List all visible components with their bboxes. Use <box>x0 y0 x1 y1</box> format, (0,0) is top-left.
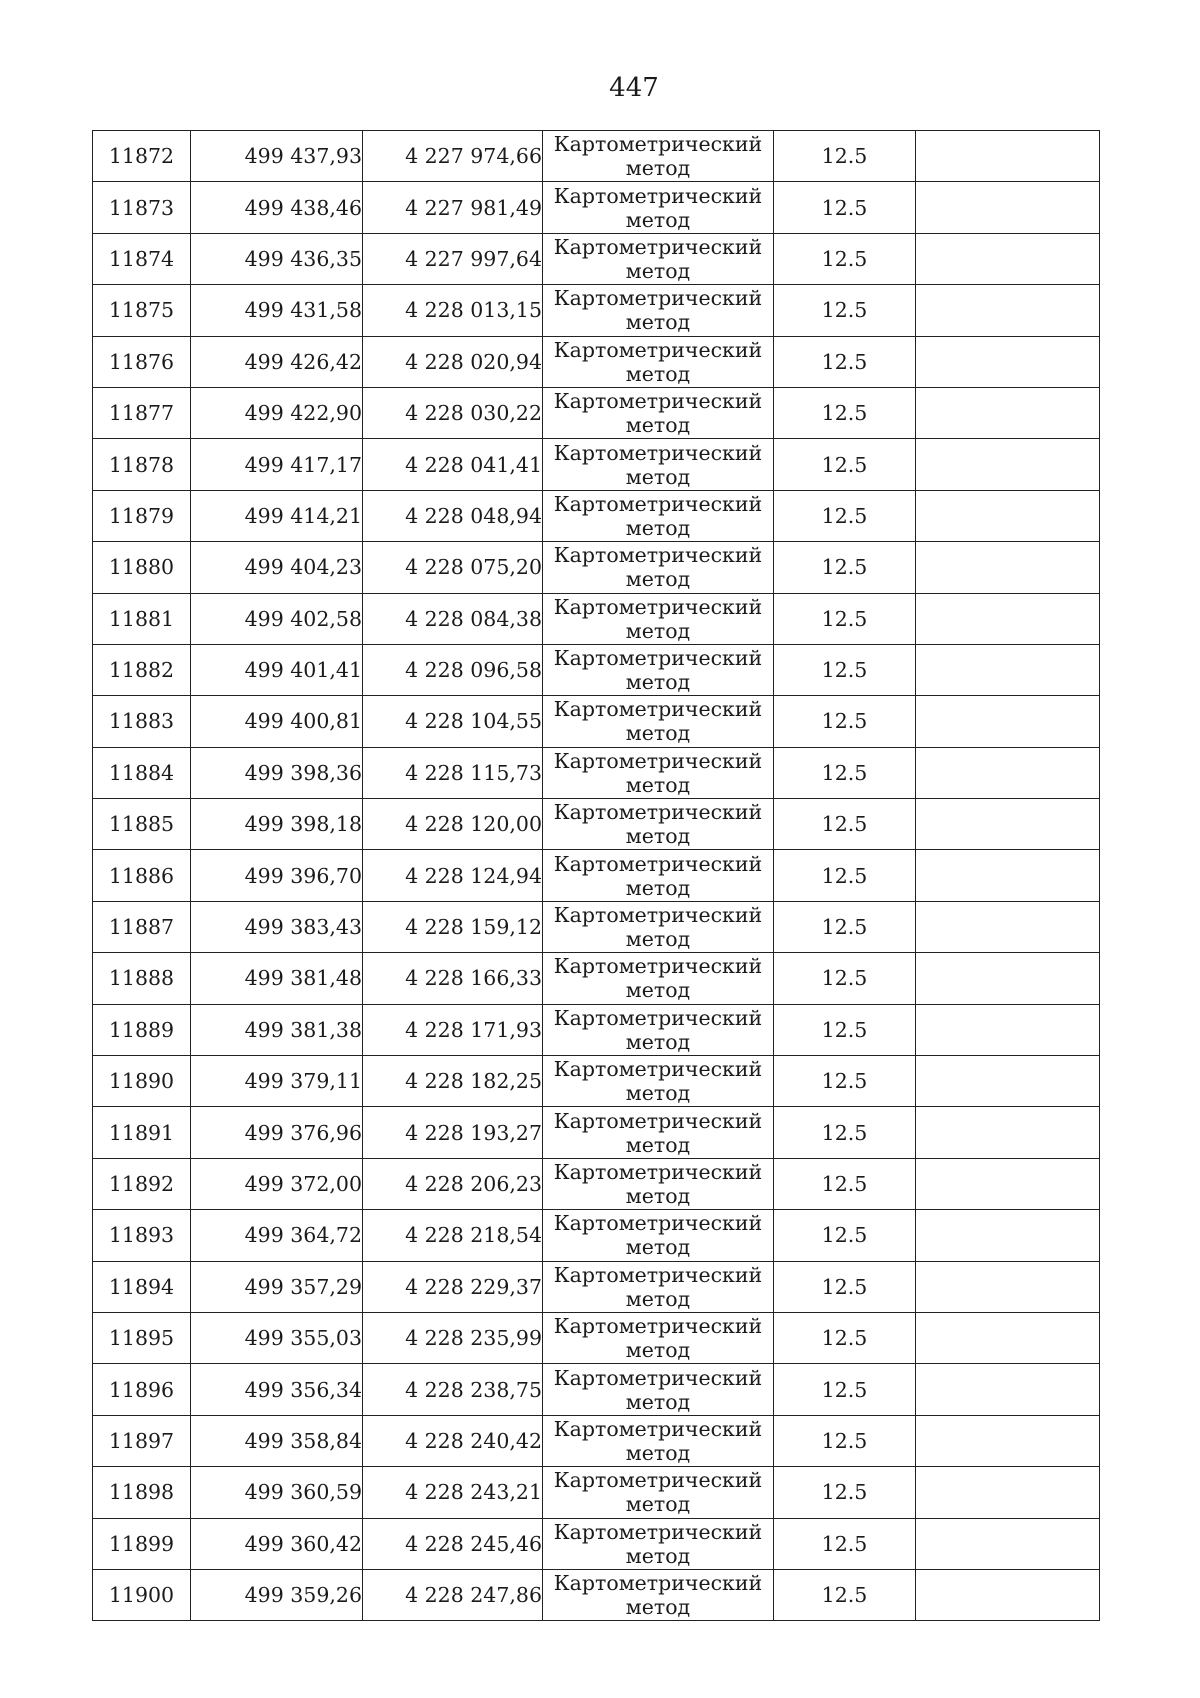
accuracy-cell: 12.5 <box>774 542 916 593</box>
empty-cell <box>916 1364 1100 1415</box>
method-line-1: Картометрический <box>553 1468 763 1493</box>
x-coordinate-cell: 499 381,48 <box>191 953 363 1004</box>
point-number-cell: 11883 <box>93 696 191 747</box>
x-coordinate-cell: 499 414,21 <box>191 490 363 541</box>
method-line-2: метод <box>625 515 691 540</box>
x-coordinate-cell: 499 364,72 <box>191 1210 363 1261</box>
point-number-cell: 11877 <box>93 387 191 438</box>
method-line-2: метод <box>625 618 691 643</box>
accuracy-cell: 12.5 <box>774 901 916 952</box>
y-coordinate-cell: 4 228 041,41 <box>363 439 543 490</box>
empty-cell <box>916 182 1100 233</box>
x-coordinate-cell: 499 381,38 <box>191 1004 363 1055</box>
empty-cell <box>916 953 1100 1004</box>
method-cell <box>543 1415 774 1466</box>
method-line-2: метод <box>625 1029 691 1054</box>
method-line-1: Картометрический <box>553 234 763 259</box>
y-coordinate-cell: 4 228 229,37 <box>363 1261 543 1312</box>
y-coordinate-cell: 4 228 048,94 <box>363 490 543 541</box>
method-line-1: Картометрический <box>553 1108 763 1133</box>
x-coordinate-cell: 499 356,34 <box>191 1364 363 1415</box>
x-coordinate-cell: 499 372,00 <box>191 1158 363 1209</box>
y-coordinate-cell: 4 228 247,86 <box>363 1569 543 1620</box>
x-coordinate-cell: 499 357,29 <box>191 1261 363 1312</box>
x-coordinate-cell: 499 398,18 <box>191 799 363 850</box>
method-cell <box>543 1261 774 1312</box>
method-line-1: Картометрический <box>553 1365 763 1390</box>
empty-cell <box>916 1261 1100 1312</box>
method-line-1: Картометрический <box>553 543 763 568</box>
point-number-cell: 11892 <box>93 1158 191 1209</box>
table-row <box>93 593 1100 644</box>
method-line-1: Картометрический <box>553 1211 763 1236</box>
method-line-1: Картометрический <box>553 954 763 979</box>
method-cell <box>543 439 774 490</box>
method-line-2: метод <box>625 1338 691 1363</box>
y-coordinate-cell: 4 228 243,21 <box>363 1467 543 1518</box>
accuracy-cell: 12.5 <box>774 1518 916 1569</box>
accuracy-cell: 12.5 <box>774 850 916 901</box>
y-coordinate-cell: 4 227 974,66 <box>363 131 543 182</box>
coordinates-table <box>92 130 1100 1621</box>
accuracy-cell: 12.5 <box>774 1107 916 1158</box>
method-line-2: метод <box>625 978 691 1003</box>
empty-cell <box>916 1467 1100 1518</box>
method-line-1: Картометрический <box>553 1160 763 1184</box>
point-number-cell: 11875 <box>93 285 191 336</box>
point-number-cell: 11884 <box>93 747 191 798</box>
method-line-2: метод <box>625 1184 691 1208</box>
accuracy-cell: 12.5 <box>774 953 916 1004</box>
method-line-2: метод <box>625 413 691 438</box>
table-row <box>93 799 1100 850</box>
accuracy-cell: 12.5 <box>774 1261 916 1312</box>
method-line-2: метод <box>625 927 691 952</box>
method-line-1: Картометрический <box>553 337 763 362</box>
x-coordinate-cell: 499 436,35 <box>191 233 363 284</box>
method-line-1: Картометрический <box>553 594 763 619</box>
method-line-1: Картометрический <box>553 851 763 876</box>
table-row <box>93 439 1100 490</box>
x-coordinate-cell: 499 383,43 <box>191 901 363 952</box>
table-row <box>93 131 1100 182</box>
method-line-1: Картометрический <box>553 1519 763 1544</box>
method-line-1: Картометрический <box>553 800 763 825</box>
x-coordinate-cell: 499 358,84 <box>191 1415 363 1466</box>
method-cell <box>543 131 774 182</box>
method-cell <box>543 953 774 1004</box>
method-line-1: Картометрический <box>553 440 763 465</box>
accuracy-cell: 12.5 <box>774 644 916 695</box>
accuracy-cell: 12.5 <box>774 285 916 336</box>
accuracy-cell: 12.5 <box>774 1569 916 1620</box>
empty-cell <box>916 1569 1100 1620</box>
y-coordinate-cell: 4 228 120,00 <box>363 799 543 850</box>
method-line-1: Картометрический <box>553 1314 763 1339</box>
accuracy-cell: 12.5 <box>774 233 916 284</box>
accuracy-cell: 12.5 <box>774 1158 916 1209</box>
accuracy-cell: 12.5 <box>774 747 916 798</box>
y-coordinate-cell: 4 228 238,75 <box>363 1364 543 1415</box>
method-line-1: Картометрический <box>553 1416 763 1441</box>
method-cell <box>543 1312 774 1363</box>
point-number-cell: 11894 <box>93 1261 191 1312</box>
method-line-1: Картометрический <box>553 1262 763 1287</box>
method-cell <box>543 336 774 387</box>
y-coordinate-cell: 4 228 166,33 <box>363 953 543 1004</box>
method-line-1: Картометрический <box>553 132 763 157</box>
method-line-1: Картометрический <box>553 1005 763 1030</box>
point-number-cell: 11878 <box>93 439 191 490</box>
method-cell <box>543 542 774 593</box>
page-number: 447 <box>609 73 659 103</box>
accuracy-cell: 12.5 <box>774 1056 916 1107</box>
method-line-2: метод <box>625 1235 691 1260</box>
method-cell <box>543 901 774 952</box>
method-line-2: метод <box>625 361 691 386</box>
method-line-2: метод <box>625 207 691 232</box>
method-cell <box>543 1467 774 1518</box>
method-line-1: Картометрический <box>553 646 763 671</box>
method-line-2: метод <box>625 1389 691 1414</box>
x-coordinate-cell: 499 402,58 <box>191 593 363 644</box>
y-coordinate-cell: 4 228 124,94 <box>363 850 543 901</box>
accuracy-cell: 12.5 <box>774 131 916 182</box>
table-row <box>93 1415 1100 1466</box>
accuracy-cell: 12.5 <box>774 1364 916 1415</box>
method-cell <box>543 490 774 541</box>
method-line-2: метод <box>625 156 691 181</box>
empty-cell <box>916 285 1100 336</box>
method-line-2: метод <box>625 670 691 695</box>
x-coordinate-cell: 499 400,81 <box>191 696 363 747</box>
x-coordinate-cell: 499 396,70 <box>191 850 363 901</box>
x-coordinate-cell: 499 431,58 <box>191 285 363 336</box>
empty-cell <box>916 747 1100 798</box>
empty-cell <box>916 1415 1100 1466</box>
accuracy-cell: 12.5 <box>774 1467 916 1518</box>
x-coordinate-cell: 499 417,17 <box>191 439 363 490</box>
method-cell <box>543 644 774 695</box>
empty-cell <box>916 1312 1100 1363</box>
table-row <box>93 1004 1100 1055</box>
accuracy-cell: 12.5 <box>774 182 916 233</box>
y-coordinate-cell: 4 227 981,49 <box>363 182 543 233</box>
table-row <box>93 1056 1100 1107</box>
y-coordinate-cell: 4 228 182,25 <box>363 1056 543 1107</box>
method-cell <box>543 387 774 438</box>
point-number-cell: 11897 <box>93 1415 191 1466</box>
y-coordinate-cell: 4 228 159,12 <box>363 901 543 952</box>
point-number-cell: 11898 <box>93 1467 191 1518</box>
point-number-cell: 11873 <box>93 182 191 233</box>
empty-cell <box>916 439 1100 490</box>
point-number-cell: 11872 <box>93 131 191 182</box>
y-coordinate-cell: 4 228 193,27 <box>363 1107 543 1158</box>
table-row <box>93 953 1100 1004</box>
point-number-cell: 11889 <box>93 1004 191 1055</box>
empty-cell <box>916 131 1100 182</box>
method-line-1: Картометрический <box>553 389 763 414</box>
point-number-cell: 11879 <box>93 490 191 541</box>
point-number-cell: 11888 <box>93 953 191 1004</box>
method-line-2: метод <box>625 1440 691 1465</box>
point-number-cell: 11899 <box>93 1518 191 1569</box>
accuracy-cell: 12.5 <box>774 1415 916 1466</box>
y-coordinate-cell: 4 228 235,99 <box>363 1312 543 1363</box>
x-coordinate-cell: 499 379,11 <box>191 1056 363 1107</box>
method-cell <box>543 1158 774 1209</box>
y-coordinate-cell: 4 227 997,64 <box>363 233 543 284</box>
point-number-cell: 11880 <box>93 542 191 593</box>
method-line-2: метод <box>625 824 691 849</box>
empty-cell <box>916 490 1100 541</box>
point-number-cell: 11900 <box>93 1569 191 1620</box>
method-line-2: метод <box>625 1286 691 1311</box>
empty-cell <box>916 799 1100 850</box>
method-cell <box>543 1518 774 1569</box>
method-line-2: метод <box>625 1543 691 1568</box>
table-row <box>93 490 1100 541</box>
point-number-cell: 11881 <box>93 593 191 644</box>
y-coordinate-cell: 4 228 020,94 <box>363 336 543 387</box>
y-coordinate-cell: 4 228 115,73 <box>363 747 543 798</box>
table-row <box>93 1569 1100 1620</box>
y-coordinate-cell: 4 228 104,55 <box>363 696 543 747</box>
method-line-2: метод <box>625 464 691 489</box>
empty-cell <box>916 336 1100 387</box>
table-row <box>93 696 1100 747</box>
method-cell <box>543 696 774 747</box>
y-coordinate-cell: 4 228 084,38 <box>363 593 543 644</box>
method-line-1: Картометрический <box>553 697 763 722</box>
method-line-1: Картометрический <box>553 1057 763 1082</box>
y-coordinate-cell: 4 228 240,42 <box>363 1415 543 1466</box>
accuracy-cell: 12.5 <box>774 336 916 387</box>
method-line-1: Картометрический <box>553 491 763 516</box>
accuracy-cell: 12.5 <box>774 439 916 490</box>
accuracy-cell: 12.5 <box>774 490 916 541</box>
y-coordinate-cell: 4 228 206,23 <box>363 1158 543 1209</box>
point-number-cell: 11896 <box>93 1364 191 1415</box>
method-line-2: метод <box>625 1492 691 1517</box>
method-cell <box>543 747 774 798</box>
table-row <box>93 901 1100 952</box>
method-line-2: метод <box>625 1132 691 1157</box>
method-cell <box>543 1056 774 1107</box>
empty-cell <box>916 1518 1100 1569</box>
table-row <box>93 336 1100 387</box>
method-cell <box>543 285 774 336</box>
accuracy-cell: 12.5 <box>774 1004 916 1055</box>
x-coordinate-cell: 499 438,46 <box>191 182 363 233</box>
y-coordinate-cell: 4 228 171,93 <box>363 1004 543 1055</box>
method-line-2: метод <box>625 1081 691 1106</box>
table-row <box>93 1107 1100 1158</box>
table-row <box>93 387 1100 438</box>
point-number-cell: 11895 <box>93 1312 191 1363</box>
empty-cell <box>916 1056 1100 1107</box>
table-row <box>93 182 1100 233</box>
x-coordinate-cell: 499 398,36 <box>191 747 363 798</box>
x-coordinate-cell: 499 437,93 <box>191 131 363 182</box>
accuracy-cell: 12.5 <box>774 799 916 850</box>
method-cell <box>543 799 774 850</box>
empty-cell <box>916 1107 1100 1158</box>
empty-cell <box>916 1210 1100 1261</box>
x-coordinate-cell: 499 401,41 <box>191 644 363 695</box>
method-line-2: метод <box>625 567 691 592</box>
method-cell <box>543 1107 774 1158</box>
empty-cell <box>916 850 1100 901</box>
point-number-cell: 11882 <box>93 644 191 695</box>
method-line-2: метод <box>625 721 691 746</box>
empty-cell <box>916 593 1100 644</box>
table-row <box>93 747 1100 798</box>
table-row <box>93 644 1100 695</box>
x-coordinate-cell: 499 426,42 <box>191 336 363 387</box>
x-coordinate-cell: 499 359,26 <box>191 1569 363 1620</box>
point-number-cell: 11887 <box>93 901 191 952</box>
table-row <box>93 1467 1100 1518</box>
accuracy-cell: 12.5 <box>774 593 916 644</box>
point-number-cell: 11876 <box>93 336 191 387</box>
accuracy-cell: 12.5 <box>774 387 916 438</box>
x-coordinate-cell: 499 360,59 <box>191 1467 363 1518</box>
empty-cell <box>916 233 1100 284</box>
method-line-1: Картометрический <box>553 903 763 928</box>
method-cell <box>543 233 774 284</box>
empty-cell <box>916 1158 1100 1209</box>
table-row <box>93 285 1100 336</box>
method-cell <box>543 850 774 901</box>
method-line-1: Картометрический <box>553 748 763 773</box>
x-coordinate-cell: 499 422,90 <box>191 387 363 438</box>
method-line-1: Картометрический <box>553 286 763 311</box>
empty-cell <box>916 644 1100 695</box>
table-row <box>93 1364 1100 1415</box>
method-cell <box>543 1210 774 1261</box>
method-cell <box>543 593 774 644</box>
method-cell <box>543 182 774 233</box>
table-row <box>93 542 1100 593</box>
table-row <box>93 850 1100 901</box>
y-coordinate-cell: 4 228 218,54 <box>363 1210 543 1261</box>
x-coordinate-cell: 499 360,42 <box>191 1518 363 1569</box>
y-coordinate-cell: 4 228 245,46 <box>363 1518 543 1569</box>
method-line-2: метод <box>625 875 691 900</box>
method-line-2: метод <box>625 772 691 797</box>
accuracy-cell: 12.5 <box>774 1210 916 1261</box>
method-line-1: Картометрический <box>553 183 763 208</box>
x-coordinate-cell: 499 404,23 <box>191 542 363 593</box>
x-coordinate-cell: 499 376,96 <box>191 1107 363 1158</box>
y-coordinate-cell: 4 228 096,58 <box>363 644 543 695</box>
point-number-cell: 11885 <box>93 799 191 850</box>
y-coordinate-cell: 4 228 075,20 <box>363 542 543 593</box>
accuracy-cell: 12.5 <box>774 696 916 747</box>
point-number-cell: 11874 <box>93 233 191 284</box>
empty-cell <box>916 387 1100 438</box>
point-number-cell: 11893 <box>93 1210 191 1261</box>
table-row <box>93 1210 1100 1261</box>
point-number-cell: 11890 <box>93 1056 191 1107</box>
method-line-2: метод <box>625 310 691 335</box>
table-row <box>93 233 1100 284</box>
method-line-1: Картометрический <box>553 1571 763 1596</box>
method-line-2: метод <box>625 1595 691 1620</box>
table-row <box>93 1312 1100 1363</box>
y-coordinate-cell: 4 228 013,15 <box>363 285 543 336</box>
table-row <box>93 1158 1100 1209</box>
accuracy-cell: 12.5 <box>774 1312 916 1363</box>
method-cell <box>543 1364 774 1415</box>
point-number-cell: 11886 <box>93 850 191 901</box>
x-coordinate-cell: 499 355,03 <box>191 1312 363 1363</box>
empty-cell <box>916 696 1100 747</box>
empty-cell <box>916 542 1100 593</box>
table-row <box>93 1518 1100 1569</box>
coordinates-table-body <box>93 131 1100 1621</box>
method-cell <box>543 1569 774 1620</box>
method-line-2: метод <box>625 258 691 283</box>
empty-cell <box>916 1004 1100 1055</box>
point-number-cell: 11891 <box>93 1107 191 1158</box>
y-coordinate-cell: 4 228 030,22 <box>363 387 543 438</box>
method-cell <box>543 1004 774 1055</box>
empty-cell <box>916 901 1100 952</box>
table-row <box>93 1261 1100 1312</box>
